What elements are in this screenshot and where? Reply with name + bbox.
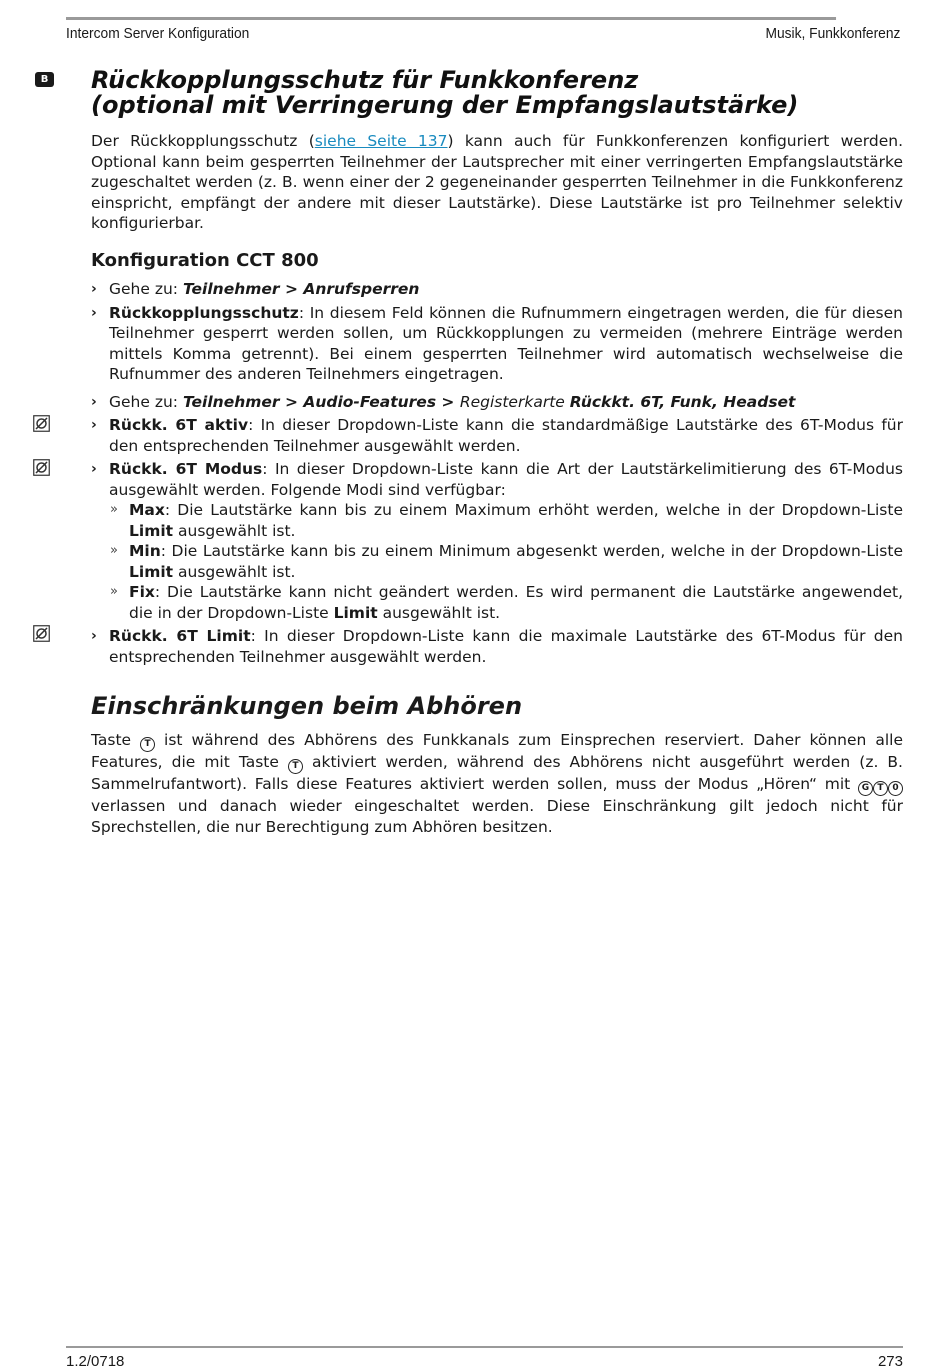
sub-list-item	[91, 541, 903, 582]
list-item	[91, 459, 903, 500]
goto-prefix: Gehe zu:	[109, 392, 183, 411]
mode-description: : Die Lautstärke kann bis zu einem Maximum erhöht werden, welche in der Dropdown-Liste	[164, 501, 903, 519]
double-chevron-icon: »	[110, 584, 118, 599]
list-item	[91, 303, 903, 385]
paragraph-text: verlassen und danach wieder eingeschaltet werden. Diese Einschränkung gilt jedoch nicht für Sprechstellen, die nur Berechtigung zum Abhören besitzen.	[91, 797, 903, 836]
header-right: Musik, Funkkonferenz	[765, 25, 901, 42]
list-item	[91, 415, 903, 456]
mode-description: ausgewählt ist.	[173, 562, 296, 581]
field-name: Rückk. 6T aktiv	[109, 416, 249, 434]
title-line-1: Rückkopplungsschutz für Funkkonferenz	[91, 66, 639, 94]
talk-key-icon: T	[140, 737, 155, 752]
chapter-badge: B	[35, 72, 54, 87]
page-link[interactable]: siehe Seite 137	[314, 132, 448, 150]
mode-description: ausgewählt ist.	[377, 603, 501, 622]
goto-prefix: Gehe zu:	[109, 280, 183, 298]
menu-path: Teilnehmer > Audio-Features >	[182, 392, 460, 411]
menu-path: Teilnehmer > Anrufsperren	[182, 280, 420, 298]
not-applicable-icon	[33, 625, 50, 642]
field-description: : In dieser Dropdown-Liste kann die standardmäßige Lautstärke des 6T-Modus für den entsprechenden Teilnehmer ausgewählt werden.	[109, 416, 903, 455]
talk-key-icon: T	[873, 781, 888, 796]
chevron-right-icon: ›	[91, 393, 97, 410]
intro-paragraph	[91, 131, 903, 234]
limit-word: Limit	[129, 562, 174, 581]
section-title-2: Einschränkungen beim Abhören	[91, 692, 523, 720]
g-key-icon: G	[858, 781, 873, 796]
double-chevron-icon: »	[110, 543, 118, 558]
limit-word: Limit	[129, 521, 174, 540]
paragraph-text: ist während des Abhörens des Funkkanals zum Einsprechen reserviert. Daher können alle Features, die mit Taste	[91, 731, 903, 771]
chevron-right-icon: ›	[91, 417, 97, 433]
not-applicable-icon	[33, 415, 50, 432]
limit-word: Limit	[333, 603, 378, 622]
mode-description: : Die Lautstärke kann bis zu einem Minimum abgesenkt werden, welche in der Dropdown-Liste	[160, 542, 903, 560]
sub-list-item	[91, 582, 903, 623]
mode-name: Min	[129, 542, 161, 560]
page-footer	[66, 1346, 903, 1370]
intro-text: ) kann auch für Funkkonferenzen konfiguriert werden. Optional kann beim gesperrten Teilnehmer der Lautsprecher mit einer verringerten Empfangslautstärke zugeschaltet werden (z. B. wenn einer der 2 gegeneinander gesperrten Teilnehmer in die Funkkonferenz einspricht, empfängt der andere mit dieser Lautstärke). Diese Lautstärke ist pro Teilnehmer selektiv konfigurierbar.	[91, 132, 904, 232]
list-item	[91, 626, 903, 667]
intro-text: Der Rückkopplungsschutz (	[91, 132, 315, 150]
restriction-paragraph	[91, 730, 903, 837]
zero-key-icon: 0	[888, 781, 903, 796]
mode-name: Max	[129, 501, 165, 519]
header-left: Intercom Server Konfiguration	[66, 25, 250, 42]
page-content	[91, 68, 903, 837]
title-line-2: (optional mit Verringerung der Empfangslautstärke)	[91, 91, 799, 119]
double-chevron-icon: »	[110, 502, 118, 517]
chevron-right-icon: ›	[91, 628, 97, 644]
field-description: : In dieser Dropdown-Liste kann die maximale Lautstärke des 6T-Modus für den entsprechenden Teilnehmer ausgewählt werden.	[109, 627, 903, 666]
chevron-right-icon: ›	[91, 461, 97, 477]
field-description: : In dieser Dropdown-Liste kann die Art der Lautstärkelimitierung des 6T-Modus ausgewählt werden. Folgende Modi sind verfügbar:	[109, 460, 903, 499]
field-name: Rückkopplungsschutz	[109, 303, 299, 322]
paragraph-text: aktiviert werden, während des Abhörens nicht ausgeführt werden (z. B. Sammelrufantwort). Falls diese Features aktiviert werden sollen, muss der Modus „Hören“ mit	[91, 753, 903, 793]
tab-name: Rückkt. 6T, Funk, Headset	[569, 392, 796, 411]
field-name: Rückk. 6T Modus	[109, 460, 263, 478]
version-label: 1.2/0718	[66, 1353, 125, 1370]
section-title	[91, 68, 903, 118]
list-item	[91, 279, 903, 300]
mode-description: : Die Lautstärke kann nicht geändert werden. Es wird permanent die Lautstärke angewendet, die in der Dropdown-Liste	[129, 583, 903, 622]
chevron-right-icon: ›	[91, 304, 97, 321]
page-header	[66, 17, 901, 42]
chevron-right-icon: ›	[91, 281, 97, 297]
config-heading: Konfiguration CCT 800	[91, 249, 319, 271]
register-label: Registerkarte	[459, 392, 570, 411]
list-item	[91, 392, 903, 413]
talk-key-icon: T	[288, 759, 303, 774]
paragraph-text: Taste	[91, 731, 141, 749]
field-name: Rückk. 6T Limit	[109, 627, 251, 645]
field-description: : In diesem Feld können die Rufnummern eingetragen werden, die für diesen Teilnehmer gesperrt werden sollen, um Rückkopplungen zu vermeiden (mehrere Einträge werden mittels Komma getrennt). Bei einem gesperrten Teilnehmer wird automatisch wechselweise die Rufnummer des anderen Teilnehmers eingetragen.	[109, 303, 903, 383]
sub-list-item	[91, 500, 903, 541]
mode-name: Fix	[129, 583, 155, 601]
not-applicable-icon	[33, 459, 50, 476]
mode-description: ausgewählt ist.	[173, 521, 296, 540]
page-number: 273	[877, 1353, 903, 1370]
